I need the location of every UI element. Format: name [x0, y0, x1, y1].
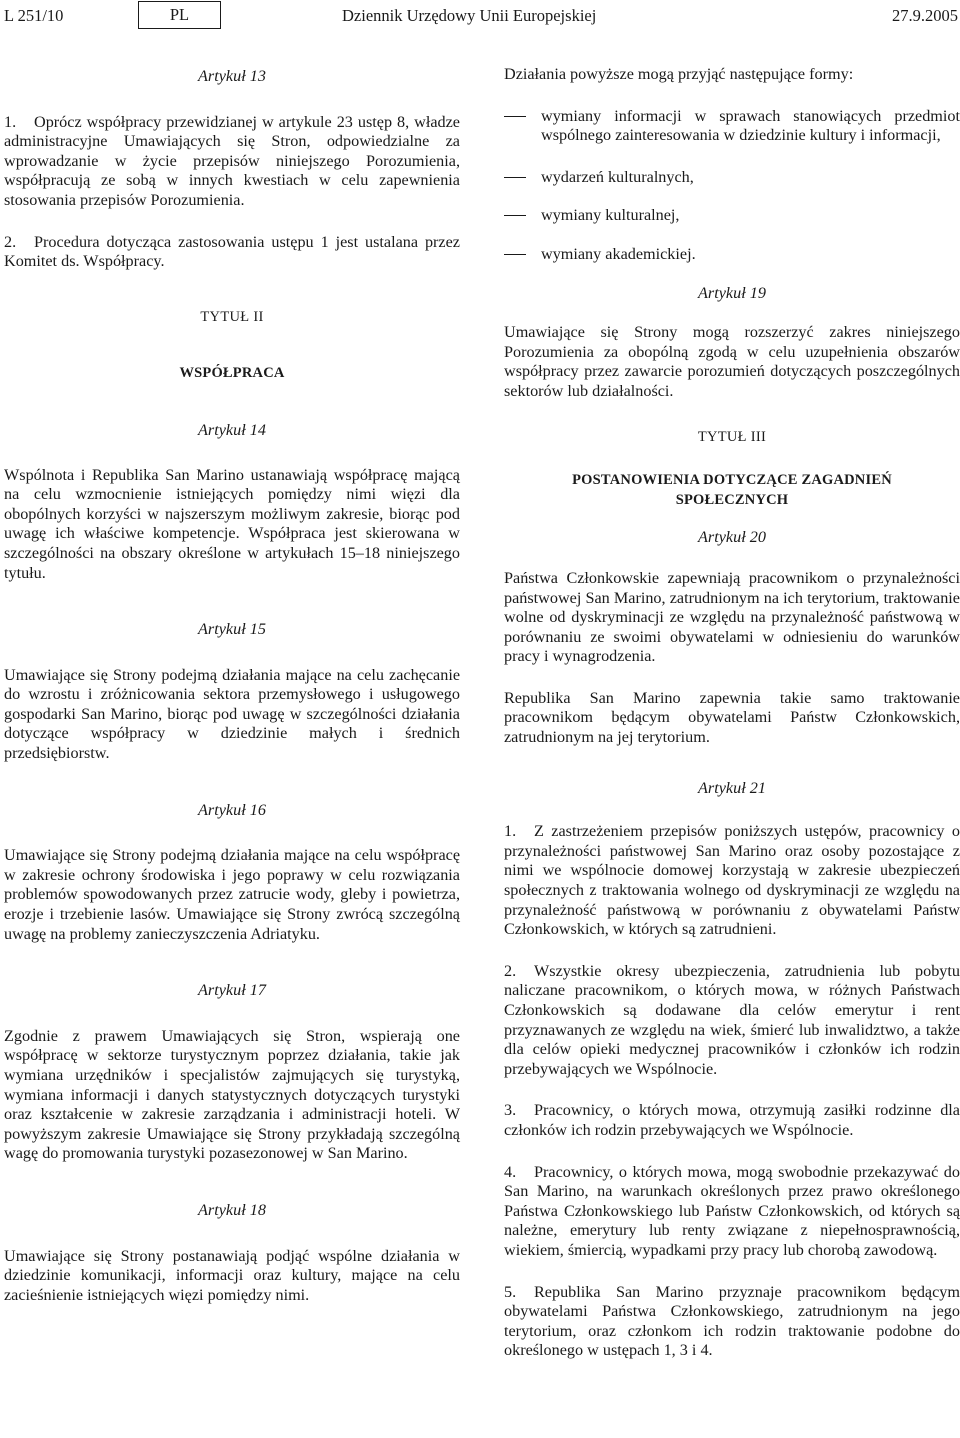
- paragraph-text: Z zastrzeżeniem przepisów poniższych ustępów, pracownicy o przynależności państwowej San Marino oraz osoby pozostające z nimi we wspólnocie domowej korzystają w zakresie ubezpieczeń społecznych z traktowania wolnego od dyskryminacji ze względu na przynależność państwową w porównaniu z obywatelami Państw Członkowskich, w których są zatrudnieni.: [504, 822, 960, 939]
- paragraph-text: Oprócz współpracy przewidzianej w artykule 23 ustęp 8, władze administracyjne Umawiających się Stron, odpowiedzialne za wprowadzanie w życie przepisów niniejszego Porozumienia, współpracują ze sobą w innych kwestiach w celu zapewnienia stosowania przepisów Porozumienia.: [4, 112, 460, 209]
- article-20-paragraph-2: Republika San Marino zapewnia takie samo traktowanie pracownikom będącym obywatelami Państw Członkowskich, zatrudnionym na jej terytorium.: [504, 688, 960, 747]
- paragraph-text: Pracownicy, o których mowa, otrzymują zasiłki rodzinne dla członków ich rodzin przebywających we Wspólnocie.: [504, 1101, 960, 1139]
- list-item-text: wymiany akademickiej.: [541, 244, 696, 263]
- article-17-text: Zgodnie z prawem Umawiających się Stron, wspierają one współpracę w sektorze turystycznym poprzez działania, takie jak wymiana urzędników i specjalistów zajmujących się turystyką, wymiana informacji i danych statystycznych dotyczących turystyki oraz kształcenie w zakresie zarządzania i administracji hoteli. W powyższym zakresie Umawiające się Strony przykładają szczególną wagę do promowania turystyki pozasezonowej w San Marino.: [4, 1026, 460, 1163]
- article-16-text: Umawiające się Strony podejmą działania mające na celu współpracę w zakresie ochrony środowiska i jego poprawy w celu rozwiązania problemów spowodowanych przez zatrucie wody, gleby i powietrza, erozje i trzebienie lasów. Umawiające się Strony zwrócą szczególną uwagę na problemy zanieczyszczenia Adriatyku.: [4, 846, 460, 943]
- list-item: [504, 245, 960, 265]
- title-iii-heading: [504, 471, 960, 510]
- article-21-paragraph-1: [504, 822, 960, 940]
- article-13-paragraph-2: [4, 233, 460, 272]
- article-14-text: Wspólnota i Republika San Marino ustanawiają współpracę mającą na celu wzmocnienie istniejących pomiędzy nimi więzi dla obopólnych korzyści w najszerszym możliwym zakresie, biorąc pod uwagę ich właściwe kompetencje. Współpraca jest skierowana w szczególności na obszary określone w artykułach 15–18 niniejszego tytułu.: [4, 465, 460, 582]
- heading-line: SPOŁECZNYCH: [675, 491, 789, 508]
- article-21-paragraph-2: [504, 962, 960, 1080]
- page-reference: L 251/10: [4, 6, 64, 25]
- article-17-title: Artykuł 17: [198, 981, 266, 1000]
- page-header: [0, 0, 960, 30]
- title-ii-heading: WSPÓŁPRACA: [179, 365, 285, 382]
- article-20-paragraph-1: Państwa Członkowskie zapewniają pracownikom o przynależności państwowej San Marino, zatrudnionym na ich terytorium, traktowanie wolne od dyskryminacji ze względu na przynależność państwową w porównaniu ze swoimi obywatelami w odniesieniu do warunków pracy i wynagrodzenia.: [504, 568, 960, 666]
- article-13-title: Artykuł 13: [198, 67, 266, 85]
- article-21-paragraph-3: [504, 1101, 960, 1140]
- article-21-title: Artykuł 21: [698, 778, 766, 797]
- article-13-paragraph-1: [4, 113, 460, 211]
- article-21-paragraph-5: [504, 1283, 960, 1361]
- paragraph-number: 1.: [504, 822, 517, 841]
- heading-line: POSTANOWIENIA DOTYCZĄCE ZAGADNIEŃ: [572, 472, 892, 489]
- article-21-paragraph-4: [504, 1163, 960, 1261]
- right-column: [504, 62, 960, 1361]
- dash-marker: [504, 215, 526, 216]
- list-item: [504, 168, 960, 188]
- title-iii-label: TYTUŁ III: [697, 428, 767, 445]
- article-15-title: Artykuł 15: [198, 620, 266, 639]
- left-column: [4, 62, 460, 1305]
- paragraph-number: 2.: [4, 232, 17, 251]
- paragraph-number: 4.: [504, 1162, 517, 1181]
- dash-marker: [504, 177, 526, 178]
- publication-date: 27.9.2005: [892, 6, 958, 25]
- list-item: [504, 107, 960, 146]
- language-box: PL: [138, 1, 221, 29]
- article-16-title: Artykuł 16: [198, 800, 266, 819]
- paragraph-text: Pracownicy, o których mowa, mogą swobodnie przekazywać do San Marino, na warunkach określonych przez prawo określonego Państwa Członkowskiego lub Państw Członkowskich, od których są należne, emerytury lub renty związane z niepełnosprawnością, wiekiem, śmiercią, wypadkami przy pracy lub chorobą zawodową.: [504, 1162, 960, 1259]
- title-ii-label: TYTUŁ II: [200, 308, 264, 325]
- paragraph-text: Procedura dotycząca zastosowania ustępu 1 jest ustalana przez Komitet ds. Współpracy.: [4, 232, 460, 271]
- paragraph-text: Republika San Marino przyznaje pracownikom będącym obywatelami Państwa Członkowskiego, zatrudnionym na jego terytorium, oraz członkom ich rodzin traktowanie podobne do określonego w ustępach 1, 3 i 4.: [504, 1282, 960, 1360]
- list-item-text: wydarzeń kulturalnych,: [541, 167, 694, 186]
- dash-marker: [504, 116, 526, 117]
- list-item: [504, 206, 960, 226]
- paragraph-text: Wszystkie okresy ubezpieczenia, zatrudnienia lub pobytu naliczane pracownikom, o których mowa, w różnych Państwach Członkowskich są dodawane dla celów emerytur i rent przyznawanych ze względu na wiek, śmierć lub inwalidztwo, a także dla celów opieki medycznej pracowników i członków ich rodzin przebywających we Wspólnocie.: [504, 961, 960, 1078]
- list-item-text: wymiany kulturalnej,: [541, 206, 680, 225]
- article-15-text: Umawiające się Strony podejmą działania mające na celu zachęcanie do wzrostu i zróżnicowania sektora przemysłowego i usługowego gospodarki San Marino, biorąc pod uwagę w szczególności działania dotyczące współpracy w dziedzinie małych i średnich przedsiębiorstw.: [4, 665, 460, 763]
- article-20-title: Artykuł 20: [698, 528, 766, 547]
- article-14-title: Artykuł 14: [198, 420, 266, 439]
- list-item-text: wymiany informacji w sprawach stanowiących przedmiot wspólnego zainteresowania w dziedzinie kultury i informacji,: [541, 106, 960, 145]
- dash-marker: [504, 254, 526, 255]
- article-18-text: Umawiające się Strony postanawiają podjąć wspólne działania w dziedzinie komunikacji, informacji oraz kultury, mające na celu zacieśnienie istniejących więzi pomiędzy nimi.: [4, 1246, 460, 1304]
- journal-title: Dziennik Urzędowy Unii Europejskiej: [342, 6, 597, 25]
- article-19-text: Umawiające się Strony mogą rozszerzyć zakres niniejszego Porozumienia za obopólną zgodą w celu uzupełnienia obszarów współpracy przez zawarcie porozumień dotyczących poszczególnych sektorów lub działalności.: [504, 323, 960, 400]
- paragraph-number: 5.: [504, 1282, 517, 1301]
- article-18-title: Artykuł 18: [198, 1200, 266, 1219]
- article-19-title: Artykuł 19: [698, 283, 766, 302]
- forms-intro: Działania powyższe mogą przyjąć następujące formy:: [504, 65, 854, 83]
- paragraph-number: 1.: [4, 112, 17, 131]
- paragraph-number: 3.: [504, 1101, 517, 1120]
- paragraph-number: 2.: [504, 961, 517, 980]
